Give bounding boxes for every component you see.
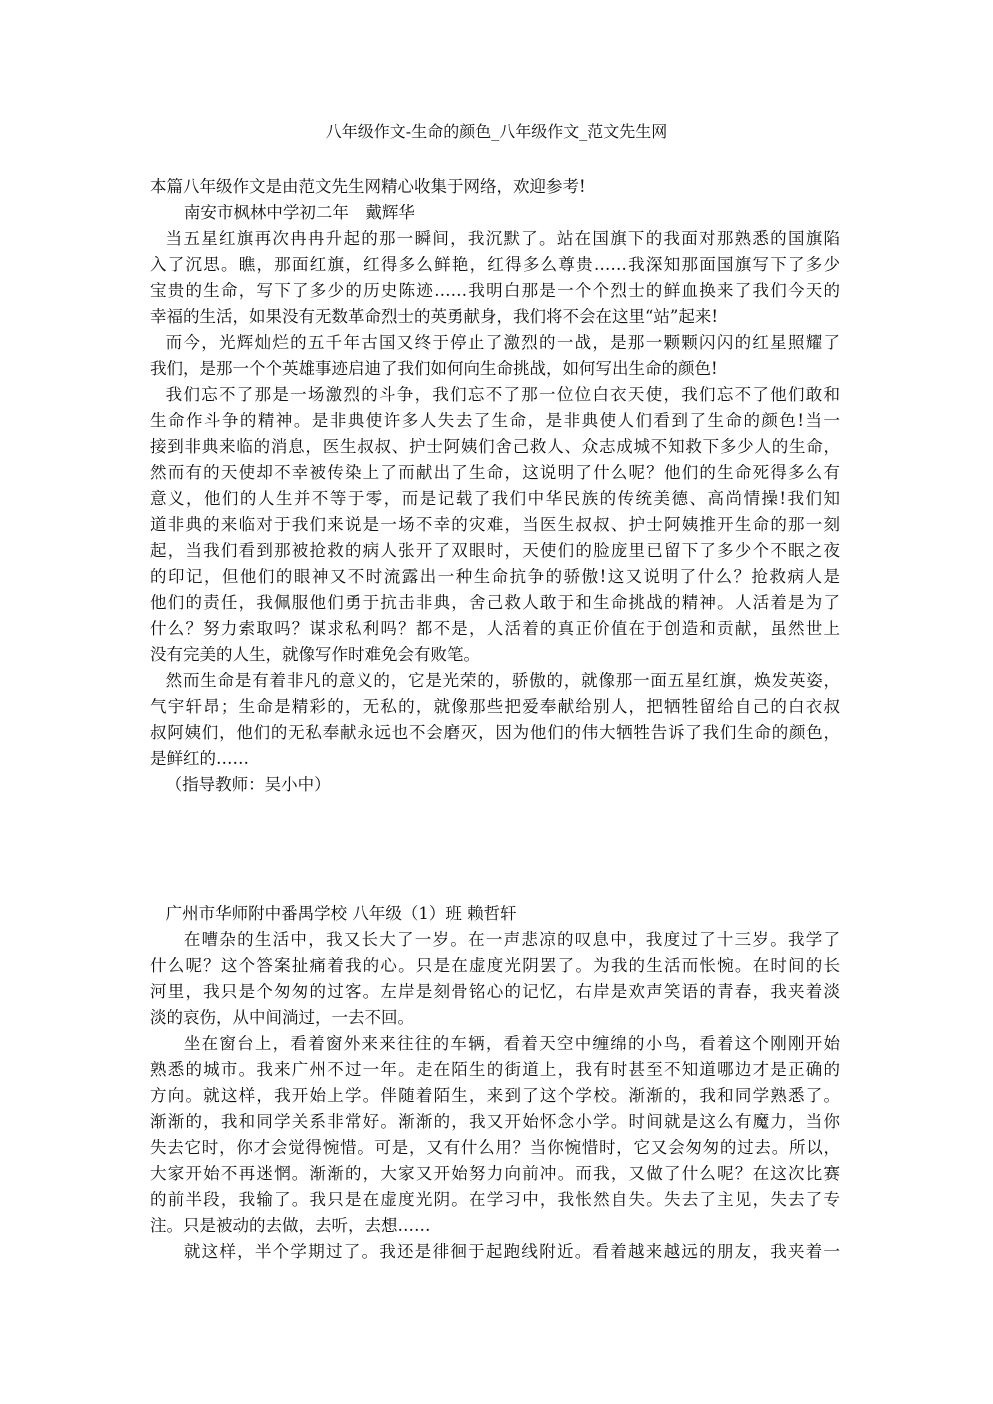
- paragraph-line: 叔阿姨们，他们的无私奉献永远也不会磨灭，因为他们的伟大牺牲告诉了我们生命的颜色，: [150, 723, 840, 742]
- paragraph-line: 我们，是那一个个英雄事迹启迪了我们如何向生命挑战，如何写出生命的颜色!: [150, 359, 718, 378]
- article-2: [150, 901, 840, 1265]
- teacher-line: （指导教师：吴小中）: [165, 775, 331, 794]
- paragraph-line: 他们的责任，我佩服他们勇于抗击非典，舍己救人敢于和生命挑战的精神。人活着是为了: [150, 593, 840, 612]
- paragraph-line: 是鲜红的……: [150, 749, 249, 768]
- page-title: 八年级作文-生命的颜色_八年级作文_范文先生网: [325, 122, 668, 141]
- paragraph-line: 气宇轩昂；生命是精彩的，无私的，就像那些把爱奉献给别人，把牺牲留给自己的白衣叔: [150, 697, 840, 716]
- author-line: 广州市华师附中番禺学校 八年级（1）班 赖哲轩: [165, 904, 517, 923]
- paragraph-line: 就这样，半个学期过了。我还是徘徊于起跑线附近。看着越来越远的朋友，我夹着一: [183, 1242, 840, 1261]
- paragraph-line: 渐渐的，我和同学关系非常好。渐渐的，我又开始怀念小学。时间就是这么有魔力，当你: [150, 1112, 840, 1131]
- paragraph-line: 当五星红旗再次冉冉升起的那一瞬间，我沉默了。站在国旗下的我面对那熟悉的国旗陷: [165, 229, 840, 248]
- author-line: 南安市枫林中学初二年 戴辉华: [183, 203, 415, 222]
- paragraph-line: 道非典的来临对于我们来说是一场不幸的灾难，当医生叔叔、护士阿姨推开生命的那一刻: [150, 515, 840, 534]
- paragraph-line: 河里，我只是个匆匆的过客。左岸是刻骨铭心的记忆，右岸是欢声笑语的青春，我夹着淡: [150, 982, 840, 1001]
- paragraph-line: 熟悉的城市。我来广州不过一年。走在陌生的街道上，我有时甚至不知道哪边才是正确的: [150, 1060, 840, 1079]
- paragraph-line: 大家开始不再迷惘。渐渐的，大家又开始努力向前冲。而我，又做了什么呢？在这次比赛: [150, 1164, 840, 1183]
- paragraph-line: 入了沉思。瞧，那面红旗，红得多么鲜艳，红得多么尊贵……我深知那面国旗写下了多少: [150, 255, 840, 274]
- intro-line: 本篇八年级作文是由范文先生网精心收集于网络，欢迎参考!: [150, 177, 586, 196]
- paragraph-line: 宝贵的生命，写下了多少的历史陈迹……我明白那是一个个烈士的鲜血换来了我们今天的: [150, 281, 840, 300]
- paragraph-line: 失去它时，你才会觉得惋惜。可是，又有什么用？当你惋惜时，它又会匆匆的过去。所以，: [150, 1138, 840, 1157]
- paragraph-line: 坐在窗台上，看着窗外来来往往的车辆，看着天空中缠绵的小鸟，看着这个刚刚开始: [183, 1034, 840, 1053]
- paragraph-line: 生命作斗争的精神。是非典使许多人失去了生命，是非典使人们看到了生命的颜色!当一: [150, 411, 840, 430]
- paragraph-line: 然而生命是有着非凡的意义的，它是光荣的，骄傲的，就像那一面五星红旗，焕发英姿，: [165, 671, 840, 690]
- paragraph-line: 起，当我们看到那被抢救的病人张开了双眼时，天使们的脸庞里已留下了多少个不眠之夜: [150, 541, 840, 560]
- paragraph-line: 方向。就这样，我开始上学。伴随着陌生，来到了这个学校。渐渐的，我和同学熟悉了。: [150, 1086, 840, 1105]
- paragraph-line: 意义，他们的人生并不等于零，而是记载了我们中华民族的传统美德、高尚情操!我们知: [150, 489, 840, 508]
- paragraph-line: 而今，光辉灿烂的五千年古国又终于停止了激烈的一战，是那一颗颗闪闪的红星照耀了: [165, 333, 840, 352]
- paragraph-line: 注。只是被动的去做，去听，去想……: [150, 1216, 431, 1235]
- paragraph-line: 幸福的生活，如果没有无数革命烈士的英勇献身，我们将不会在这里“站”起来!: [150, 307, 719, 326]
- paragraph-line: 然而有的天使却不幸被传染上了而献出了生命，这说明了什么呢？他们的生命死得多么有: [150, 463, 840, 482]
- paragraph-line: 我们忘不了那是一场激烈的斗争，我们忘不了那一位位白衣天使，我们忘不了他们敢和: [165, 385, 840, 404]
- paragraph-line: 在嘈杂的生活中，我又长大了一岁。在一声悲凉的叹息中，我度过了十三岁。我学了: [183, 930, 840, 949]
- paragraph-line: 什么？努力索取吗？谋求私利吗？都不是，人活着的真正价值在于创造和贡献，虽然世上: [150, 619, 840, 638]
- paragraph-line: 接到非典来临的消息，医生叔叔、护士阿姨们舍己救人、众志成城不知救下多少人的生命，: [150, 437, 840, 456]
- paragraph-line: 什么呢？这个答案扯痛着我的心。只是在虚度光阴罢了。为我的生活而怅惋。在时间的长: [150, 956, 840, 975]
- paragraph-line: 没有完美的人生，就像写作时难免会有败笔。: [150, 645, 480, 664]
- article-1: [150, 174, 840, 798]
- paragraph-line: 的印记，但他们的眼神又不时流露出一种生命抗争的骄傲!这又说明了什么？抢救病人是: [150, 567, 840, 586]
- paragraph-line: 的前半段，我输了。我只是在虚度光阴。在学习中，我怅然自失。失去了主见，失去了专: [150, 1190, 840, 1209]
- paragraph-line: 淡的哀伤，从中间淌过，一去不回。: [150, 1008, 414, 1027]
